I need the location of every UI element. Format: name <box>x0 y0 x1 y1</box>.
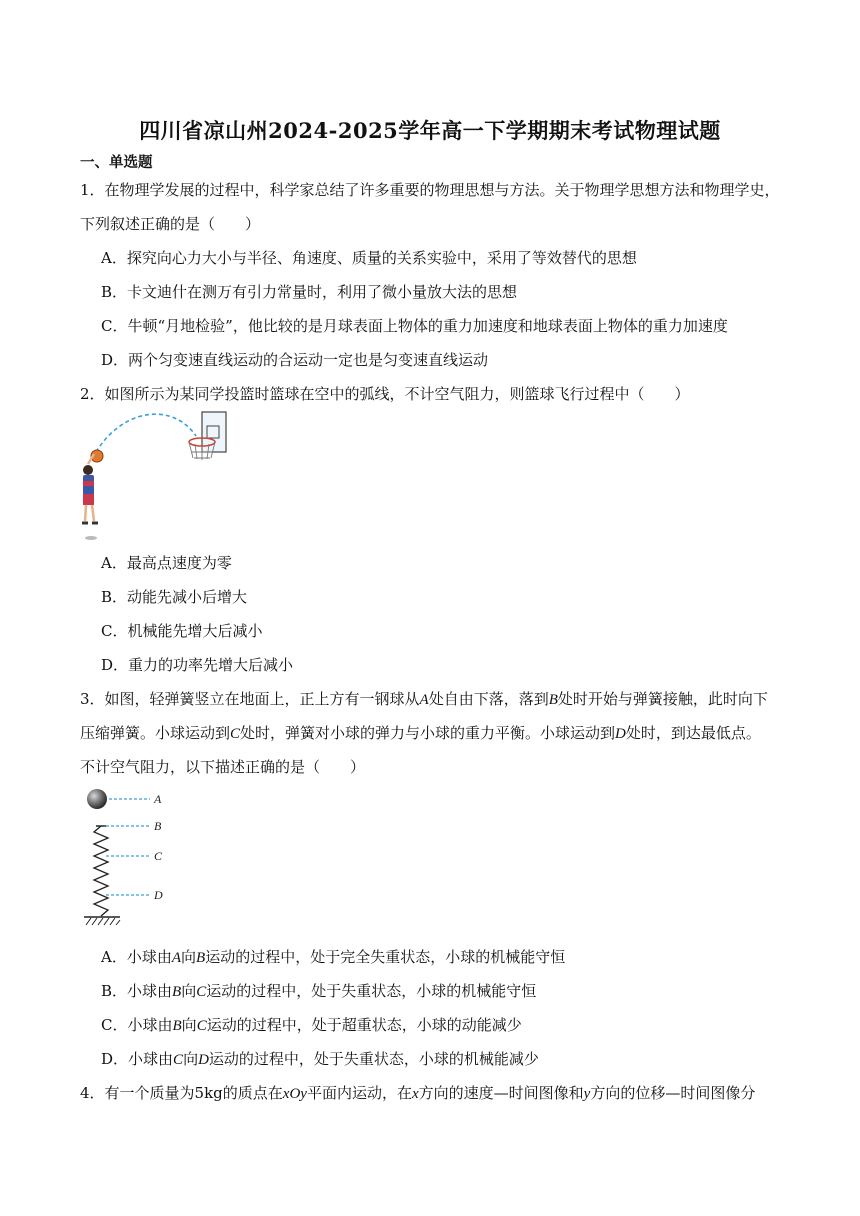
fig-label-d: D <box>154 888 163 902</box>
option-text: 机械能先增大后减小 <box>127 622 263 640</box>
fig-label-a: A <box>154 792 162 806</box>
fig-label-b: B <box>154 819 162 833</box>
player-shorts <box>83 494 94 505</box>
var-xoy: xOy <box>282 1086 307 1102</box>
basketball-shot-figure <box>78 408 238 543</box>
q2-option-d <box>101 654 293 675</box>
player-head <box>83 465 93 475</box>
player-shadow <box>85 536 97 540</box>
q2-stem-line1: 2．如图所示为某同学投篮时篮球在空中的弧线，不计空气阻力，则篮球飞行过程中（ ） <box>80 385 690 403</box>
option-label: D． <box>101 656 129 674</box>
q1-option-d <box>101 349 488 370</box>
q3-stem-line2: 压缩弹簧。小球运动到C处时，弹簧对小球的弹力与小球的重力平衡。小球运动到D处时，到达最低点。 <box>80 724 761 742</box>
var-x: x <box>411 1086 419 1102</box>
option-label: C． <box>101 317 128 335</box>
option-text: 最高点速度为零 <box>126 554 232 572</box>
option-label: A． <box>101 249 127 267</box>
spring-ball-figure <box>82 786 182 931</box>
option-label: A． <box>101 554 127 572</box>
player-jersey-stripe <box>83 481 94 486</box>
player-legs <box>85 505 94 521</box>
q3-option-d: D．小球由C向D运动的过程中，处于失重状态，小球的机械能减少 <box>101 1050 539 1068</box>
q2-option-a <box>101 552 232 573</box>
q1-stem-line2: 下列叙述正确的是（ ） <box>80 215 261 233</box>
var-d: D <box>615 726 626 742</box>
q3-stem-line1: 3．如图，轻弹簧竖立在地面上，正上方有一钢球从A处自由下落，落到B处时开始与弹簧接触，此时向下 <box>80 690 768 708</box>
option-text: 动能先减小后增大 <box>127 588 248 606</box>
ground-hatching <box>86 918 120 925</box>
var-b: B <box>548 692 558 708</box>
q3-option-b: B．小球由B向C运动的过程中，处于失重状态，小球的机械能守恒 <box>101 982 537 1000</box>
option-label: D． <box>101 351 129 369</box>
section-heading: 一、单选题 <box>80 154 153 171</box>
option-label: C． <box>101 622 128 640</box>
option-text: 卡文迪什在测万有引力常量时，利用了微小量放大法的思想 <box>127 283 518 301</box>
option-text: 重力的功率先增大后减小 <box>128 656 294 674</box>
q1-option-b <box>101 281 517 302</box>
steel-ball <box>87 789 107 809</box>
option-text: 两个匀变速直线运动的合运动一定也是匀变速直线运动 <box>128 351 489 369</box>
fig-label-c: C <box>154 849 163 863</box>
option-text: 牛顿“月地检验”，他比较的是月球表面上物体的重力加速度和地球表面上物体的重力加速度 <box>127 317 728 335</box>
q1-option-a <box>101 247 637 268</box>
ball-trajectory-arc <box>96 414 196 452</box>
q3-option-a: A．小球由A向B运动的过程中，处于完全失重状态，小球的机械能守恒 <box>101 948 566 966</box>
q3-stem-line3: 不计空气阻力，以下描述正确的是（ ） <box>80 758 366 776</box>
q4-stem-line1: 4．有一个质量为5kg的质点在xOy平面内运动，在x方向的速度—时间图像和y方向的位移—时间图像分 <box>80 1084 756 1102</box>
q3-option-c: C．小球由B向C运动的过程中，处于超重状态，小球的动能减少 <box>101 1016 522 1034</box>
spring-coil <box>94 826 108 916</box>
var-a: A <box>419 692 429 708</box>
var-y: y <box>583 1086 591 1102</box>
option-text: 探究向心力大小与半径、角速度、质量的关系实验中，采用了等效替代的思想 <box>126 249 637 267</box>
option-label: B． <box>101 283 128 301</box>
page-title: 四川省凉山州2024-2025学年高一下学期期末考试物理试题 <box>139 118 721 143</box>
q2-option-b <box>101 586 247 607</box>
q1-option-c <box>101 315 728 336</box>
q1-stem-line1: 1．在物理学发展的过程中，科学家总结了许多重要的物理思想与方法。关于物理学思想方法和物理学史， <box>80 181 780 199</box>
option-label: B． <box>101 588 128 606</box>
q2-option-c <box>101 620 263 641</box>
var-c: C <box>230 726 241 742</box>
